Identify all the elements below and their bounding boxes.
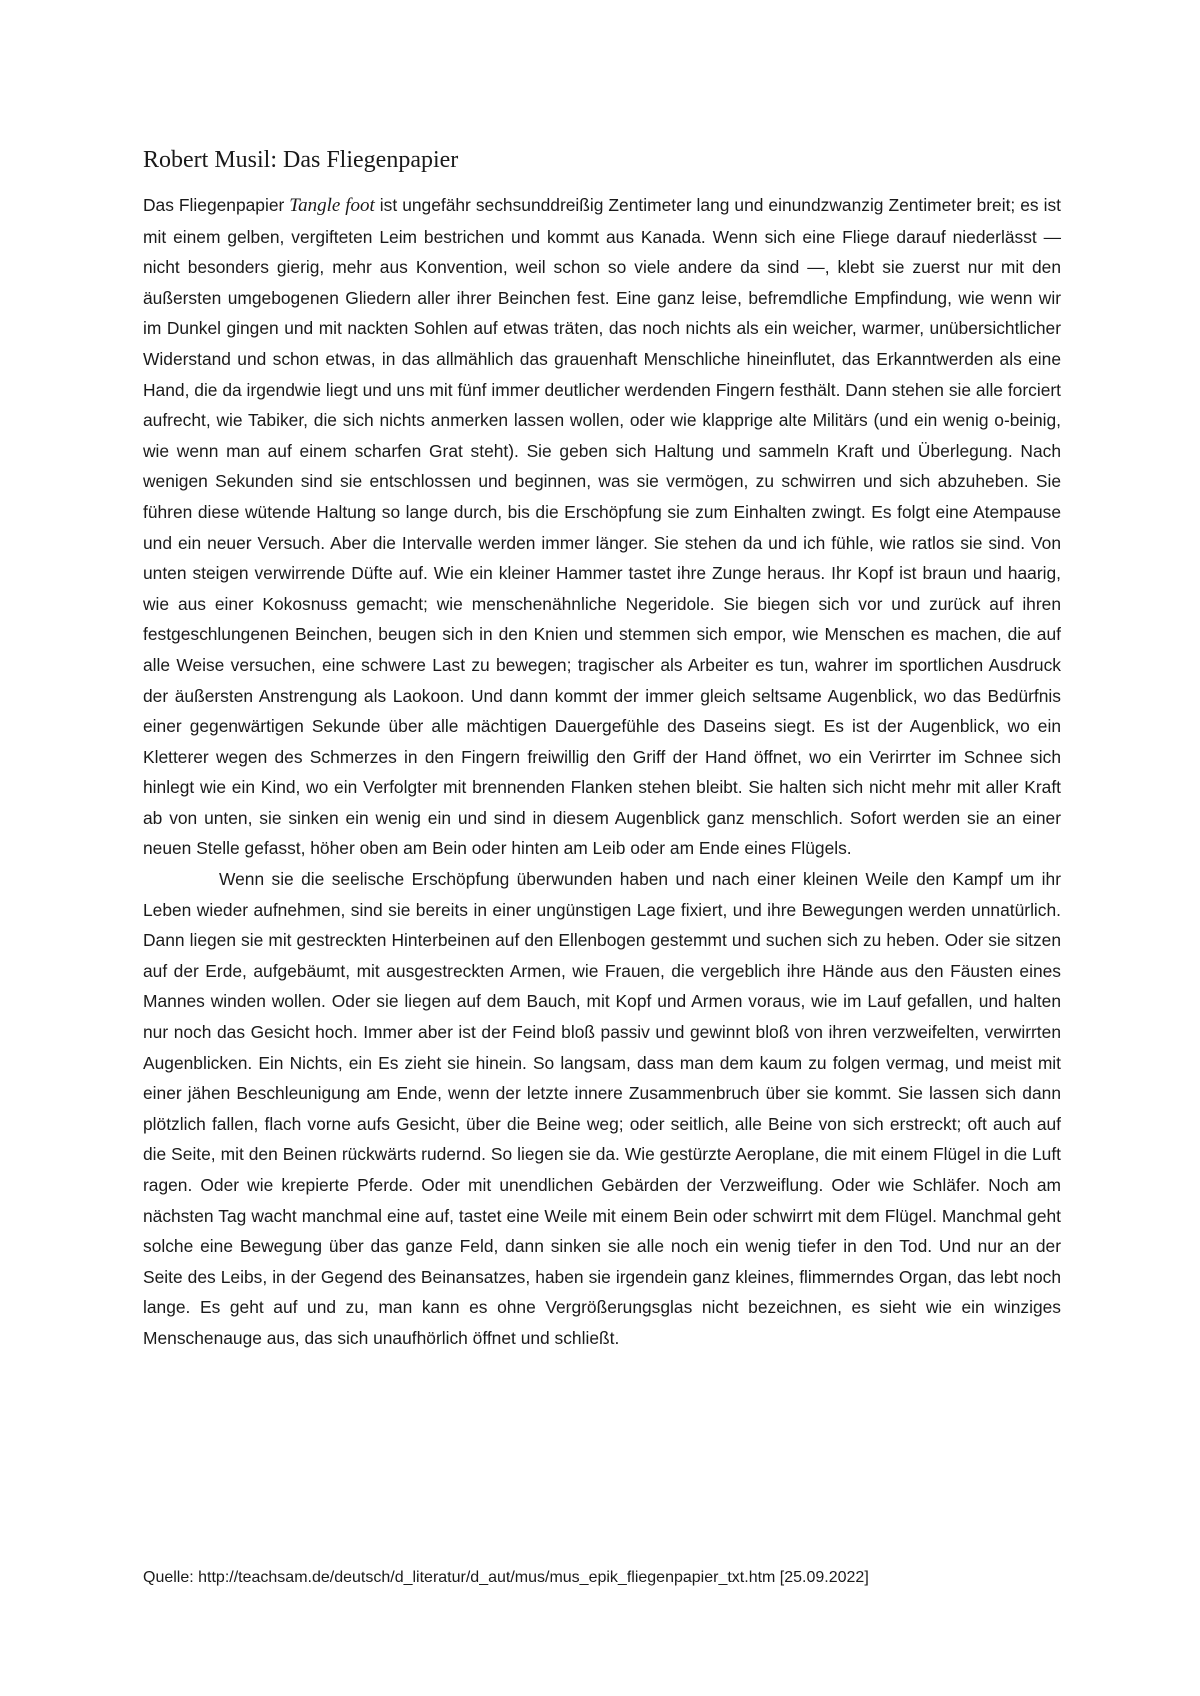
paragraph-2: Wenn sie die seelische Erschöpfung überwunden haben und nach einer kleinen Weile den Kampf um ihr Leben wieder aufnehmen, sind sie bereits in einer ungünstigen Lage fixiert, und ihre Bewegungen werden unnatürlich. Dann liegen sie mit gestreckten Hinterbeinen auf den Ellenbogen gestemmt und suchen sich zu heben. Oder sie sitzen auf der Erde, aufgebäumt, mit ausgestreckten Armen, wie Frauen, die vergeblich ihre Hände aus den Fäusten eines Mannes winden wollen. Oder sie liegen auf dem Bauch, mit Kopf und Armen voraus, wie im Lauf gefallen, und halten nur noch das Gesicht hoch. Immer aber ist der Feind bloß passiv und gewinnt bloß von ihren verzweifelten, verwirrten Augenblicken. Ein Nichts, ein Es zieht sie hinein. So langsam, dass man dem kaum zu folgen vermag, und meist mit einer jähen Beschleunigung am Ende, wenn der letzte innere Zusammenbruch über sie kommt. Sie lassen sich dann plötzlich fallen, flach vorne aufs Gesicht, über die Beine weg; oder seitlich, alle Beine von sich erstreckt; oft auch auf die Seite, mit den Beinen rückwärts rudernd. So liegen sie da. Wie gestürzte Aeroplane, die mit einem Flügel in die Luft ragen. Oder wie krepierte Pferde. Oder mit unendlichen Gebärden der Verzweiflung. Oder wie Schläfer. Noch am nächsten Tag wacht manchmal eine auf, tastet eine Weile mit einem Bein oder schwirrt mit dem Flügel. Manchmal geht solche eine Bewegung über das ganze Feld, dann sinken sie alle noch ein wenig tiefer in den Tod. Und nur an der Seite des Leibs, in der Gegend des Beinansatzes, haben sie irgendein ganz kleines, flimmerndes Organ, das lebt noch lange. Es geht auf und zu, man kann es ohne Vergrößerungsglas nicht bezeichnen, es sieht wie ein winziges Menschenauge aus, das sich unaufhörlich öffnet und schließt. xyxy=(143,869,1061,1348)
paragraph-1-text: ist ungefähr sechsunddreißig Zentimeter lang und einundzwanzig Zentimeter breit; es ist mit einem gelben, vergifteten Leim bestrichen und kommt aus Kanada. Wenn sich eine Fliege darauf niederlässt — nicht besonders gierig, mehr aus Konvention, weil schon so viele andere da sind —, klebt sie zuerst nur mit den äußersten umgebogenen Gliedern aller ihrer Beinchen fest. Eine ganz leise, befremdliche Empfindung, wie wenn wir im Dunkel gingen und mit nackten Sohlen auf etwas träten, das noch nichts als ein weicher, warmer, unübersichtlicher Widerstand und schon etwas, in das allmählich das grauenhaft Menschliche hineinflutet, das Erkanntwerden als eine Hand, die da irgendwie liegt und uns mit fünf immer deutlicher werdenden Fingern festhält. Dann stehen sie alle forciert aufrecht, wie Tabiker, die sich nichts anmerken lassen wollen, oder wie klapprige alte Militärs (und ein wenig o-beinig, wie wenn man auf einem scharfen Grat steht). Sie geben sich Haltung und sammeln Kraft und Überlegung. Nach wenigen Sekunden sind sie entschlossen und beginnen, was sie vermögen, zu schwirren und sich abzuheben. Sie führen diese wütende Haltung so lange durch, bis die Erschöpfung sie zum Einhalten zwingt. Es folgt eine Atempause und ein neuer Versuch. Aber die Intervalle werden immer länger. Sie stehen da und ich fühle, wie ratlos sie sind. Von unten steigen verwirrende Düfte auf. Wie ein kleiner Hammer tastet ihre Zunge heraus. Ihr Kopf ist braun und haarig, wie aus einer Kokosnuss gemacht; wie menschenähnliche Negeridole. Sie biegen sich vor und zurück auf ihren festgeschlungenen Beinchen, beugen sich in den Knien und stemmen sich empor, wie Menschen es machen, die auf alle Weise versuchen, eine schwere Last zu bewegen; tragischer als Arbeiter es tun, wahrer im sportlichen Ausdruck der äußersten Anstrengung als Laokoon. Und dann kommt der immer gleich seltsame Augenblick, wo das Bedürfnis einer gegenwärtigen Sekunde über alle mächtigen Dauergefühle des Daseins siegt. Es ist der Augenblick, wo ein Kletterer wegen des Schmerzes in den Fingern freiwillig den Griff der Hand öffnet, wo ein Verirrter im Schnee sich hinlegt wie ein Kind, wo ein Verfolgter mit brennenden Flanken stehen bleibt. Sie halten sich nicht mehr mit aller Kraft ab von unten, sie sinken ein wenig ein und sind in diesem Augenblick ganz menschlich. Sofort werden sie an einer neuen Stelle gefasst, höher oben am Bein oder hinten am Leib oder am Ende eines Flügels. xyxy=(143,195,1061,859)
document-title: Robert Musil: Das Fliegenpapier xyxy=(143,147,459,173)
source-citation: Quelle: http://teachsam.de/deutsch/d_literatur/d_aut/mus/mus_epik_fliegenpapier_txt.htm [25.09.2022] xyxy=(143,1569,869,1586)
paragraph-1 xyxy=(143,190,1061,864)
paragraph-1-start: Das Fliegenpapier xyxy=(143,195,290,215)
product-name: Tangle foot xyxy=(289,195,375,216)
document-body xyxy=(143,190,1061,1354)
